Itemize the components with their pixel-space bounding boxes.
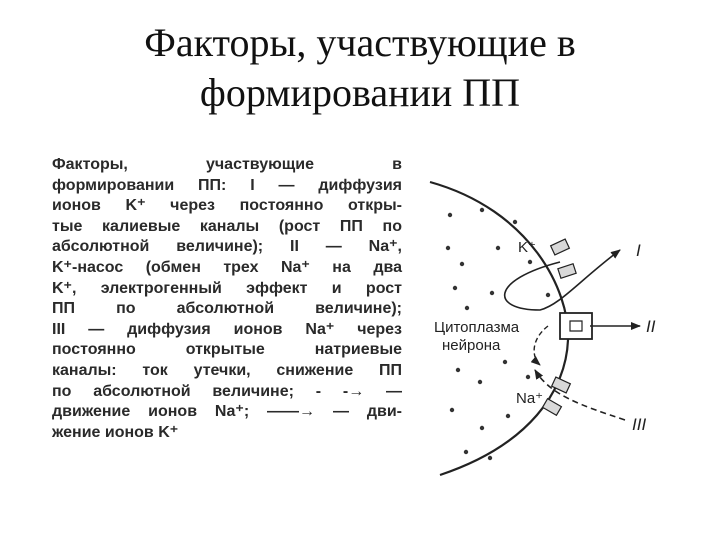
caption-line: III — диффузия ионов Na⁺ через	[52, 320, 402, 338]
k-label: K⁺	[518, 239, 536, 256]
caption-line: K⁺-насос (обмен трех Na⁺ на два	[52, 258, 402, 276]
pathway-2-return	[534, 326, 548, 365]
caption-line: постоянно открытые натриевые	[52, 341, 402, 359]
slide-title	[0, 18, 720, 118]
caption-line: каналы: ток утечки, снижение ПП	[52, 361, 402, 379]
k-channel-upper	[551, 239, 570, 255]
caption-line: жение ионов K⁺	[52, 423, 179, 441]
na-label: Na⁺	[516, 390, 544, 407]
na-k-pump	[560, 313, 592, 339]
pathway-label-1: I	[636, 241, 641, 260]
caption-line: тые калиевые каналы (рост ПП по	[52, 217, 402, 235]
figure-caption	[52, 155, 402, 443]
pathway-label-2: II	[646, 317, 656, 336]
cytoplasm-label: Цитоплазма	[434, 319, 520, 336]
caption-line: движение ионов Na⁺; ——→ — дви-	[52, 403, 402, 421]
caption-line: по абсолютной величине; ‑ ‑→ —	[52, 382, 402, 400]
caption-line: ионов K⁺ через постоянно откры-	[52, 197, 402, 215]
k-channel-lower	[558, 264, 576, 278]
neuron-membrane-diagram	[420, 170, 700, 480]
caption-line: K⁺, электрогенный эффект и рост	[52, 279, 402, 297]
caption-line: абсолютной величине); II — Na⁺,	[52, 238, 402, 256]
na-channel-lower	[543, 399, 562, 416]
caption-line: ПП по абсолютной величине);	[52, 300, 402, 318]
caption-line: Факторы, участвующие в	[52, 156, 402, 173]
slide-title-line-1: Факторы, участвующие в	[144, 20, 576, 65]
caption-line: формировании ПП: I — диффузия	[52, 176, 402, 194]
cytoplasm-label-2: нейрона	[442, 337, 501, 354]
slide-title-line-2: формировании ПП	[199, 70, 521, 115]
pathway-3-arrow	[535, 370, 625, 420]
pathway-label-3: III	[632, 415, 647, 434]
